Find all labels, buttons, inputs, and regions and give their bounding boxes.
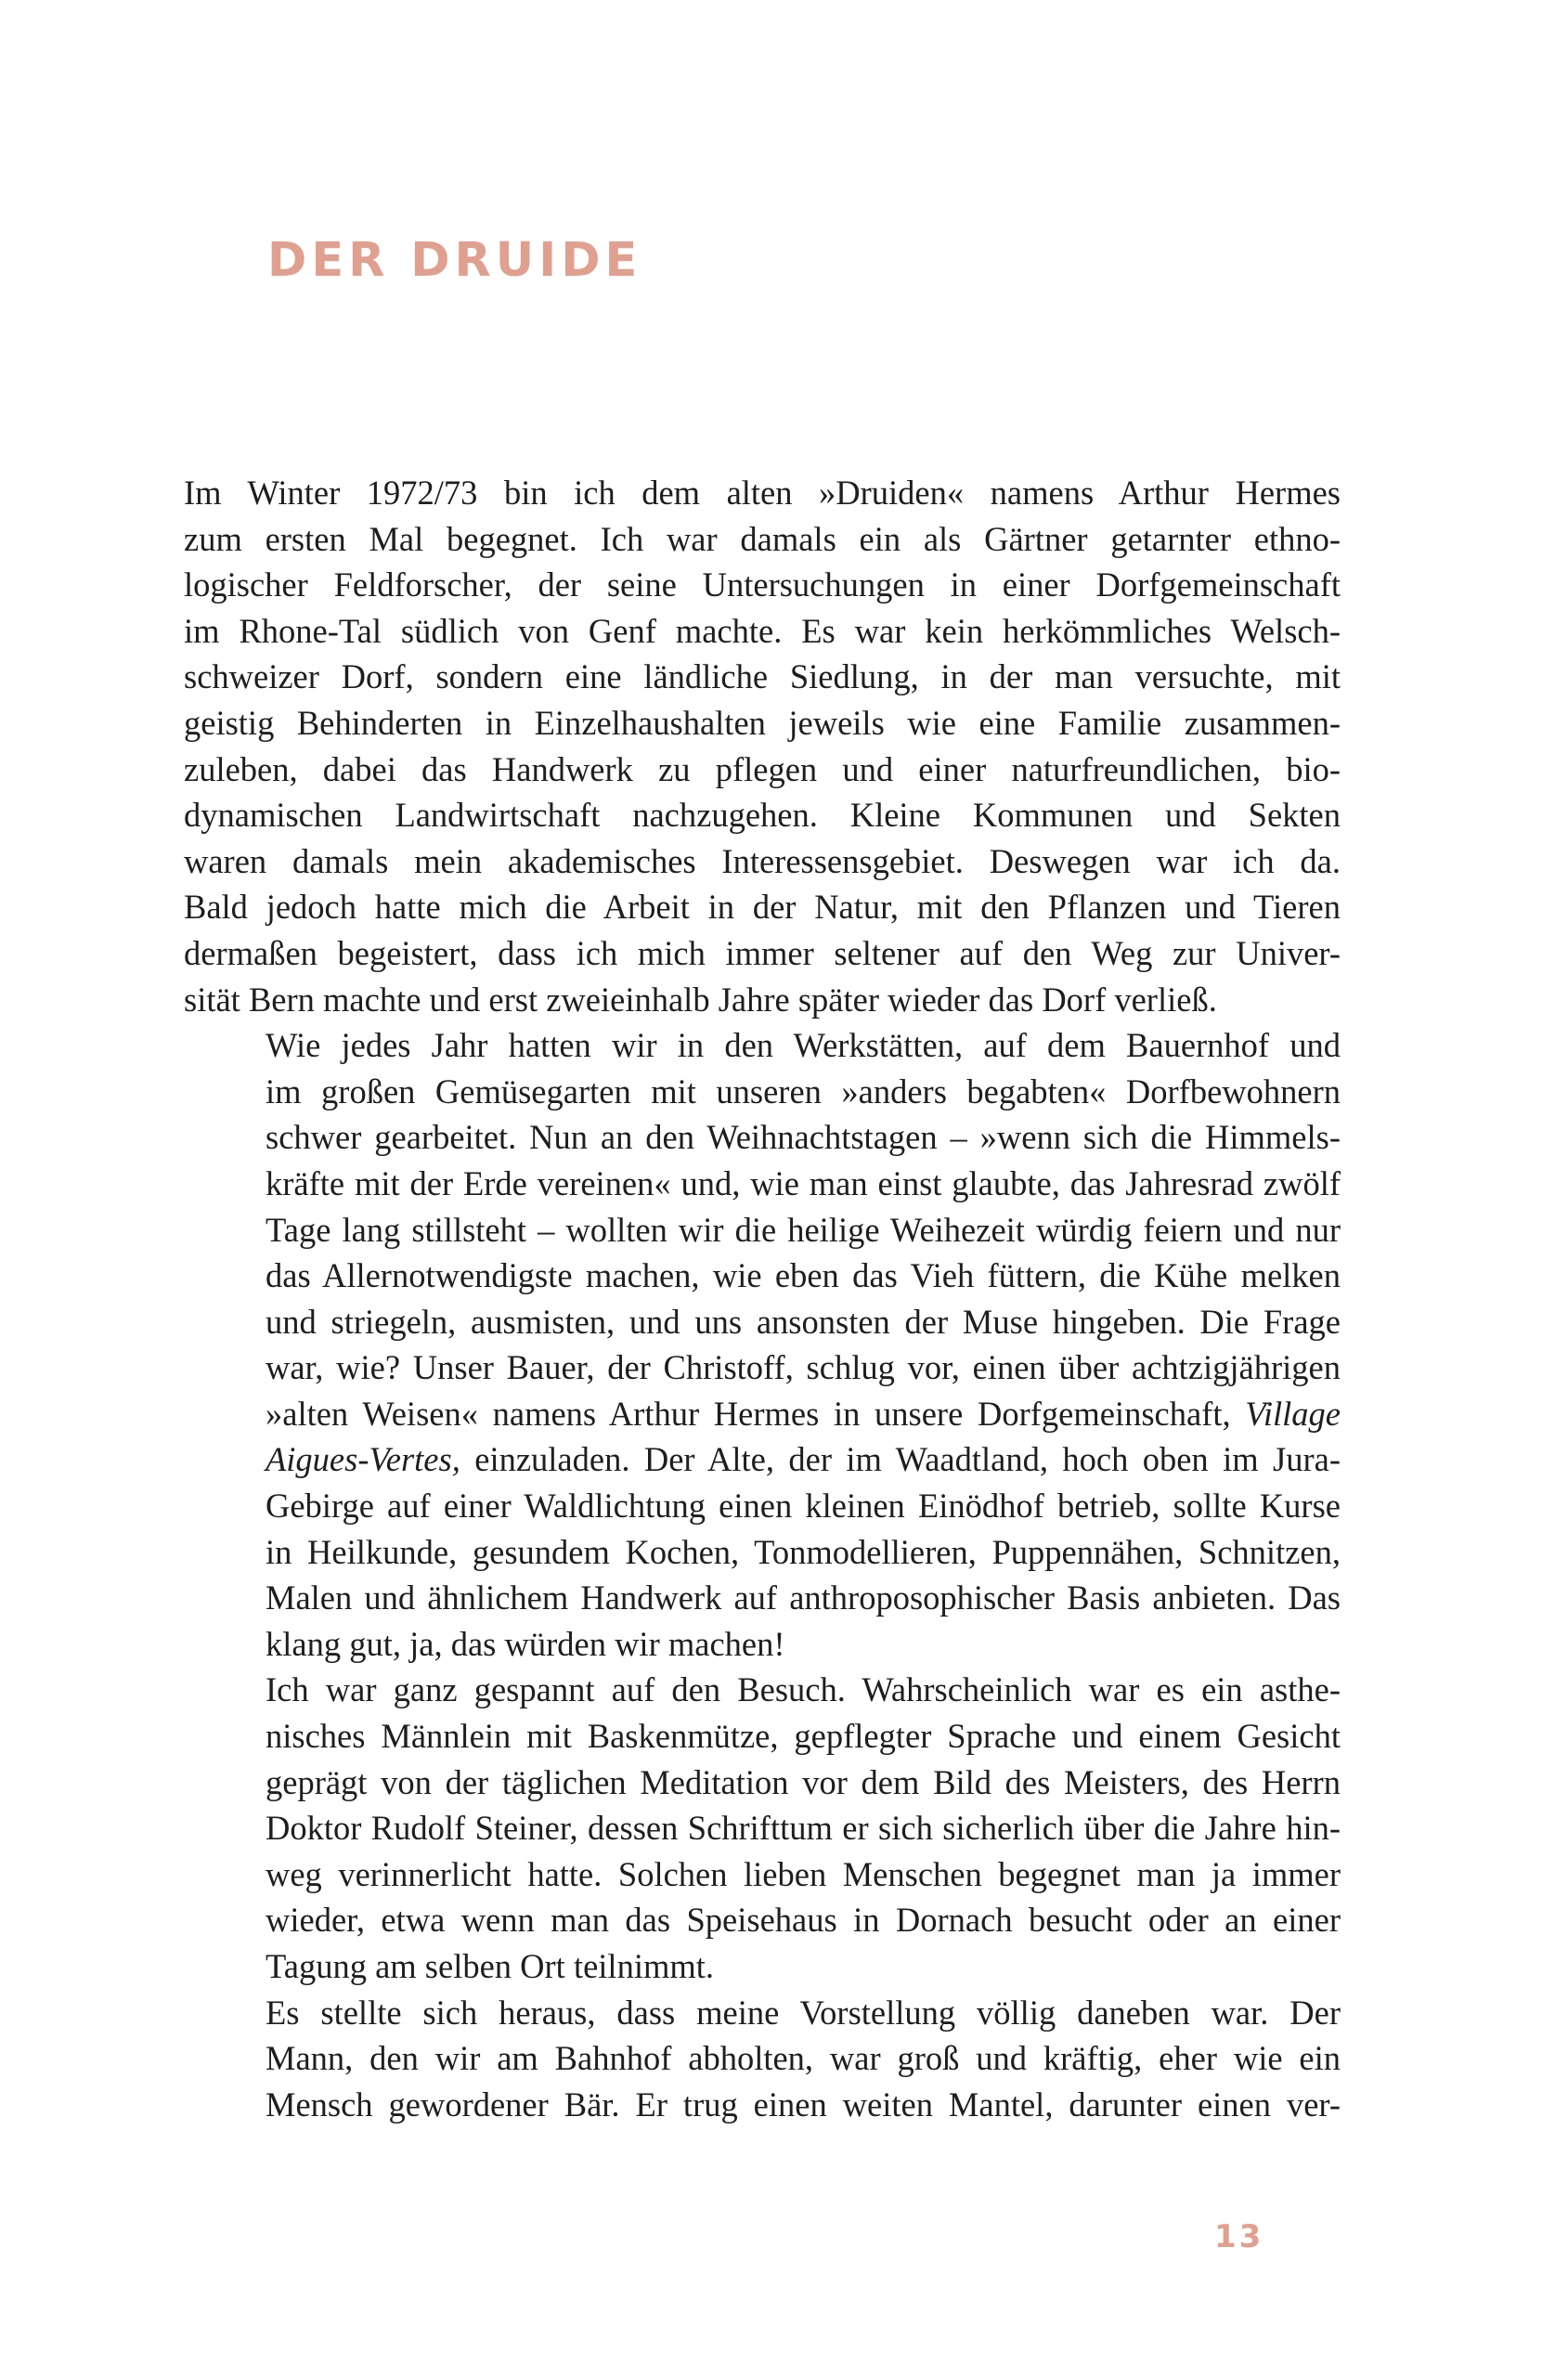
text-line-with-italic bbox=[184, 1436, 1341, 1483]
text-line: geprägt von der täglichen Meditation vor dem Bild des Meisters, des Herrn bbox=[266, 1762, 1341, 1801]
text-line: Malen und ähnlichem Handwerk auf anthroposophischer Basis anbieten. Das bbox=[266, 1578, 1341, 1617]
text-segment: einzuladen. Der Alte, der im Waadtland, hoch oben im Jura- bbox=[474, 1440, 1341, 1479]
text-segment: »alten Weisen« namens Arthur Hermes in unsere Dorfgemeinschaft, bbox=[266, 1394, 1231, 1433]
text-line-with-italic bbox=[184, 1391, 1341, 1437]
text-line: Es stellte sich heraus, dass meine Vorstellung völlig daneben war. Der bbox=[266, 1993, 1341, 2032]
body-text bbox=[184, 470, 1341, 2127]
text-line: geistig Behinderten in Einzelhaushalten jeweils wie eine Familie zusammen- bbox=[184, 703, 1341, 742]
paragraph-2 bbox=[184, 1022, 1341, 1667]
text-line: Doktor Rudolf Steiner, dessen Schrifttum er sich sicherlich über die Jahre hin- bbox=[266, 1809, 1341, 1848]
text-line: Tage lang stillsteht – wollten wir die heilige Weihezeit würdig feiern und nur bbox=[266, 1210, 1341, 1249]
text-line: Mann, den wir am Bahnhof abholten, war groß und kräftig, eher wie ein bbox=[266, 2039, 1341, 2078]
text-line: Mensch gewordener Bär. Er trug einen weiten Mantel, darunter einen ver- bbox=[266, 2085, 1341, 2124]
text-line: zuleben, dabei das Handwerk zu pflegen und einer naturfreundlichen, bio- bbox=[184, 749, 1341, 788]
text-line: nisches Männlein mit Baskenmütze, gepflegter Sprache und einem Gesicht bbox=[266, 1717, 1341, 1756]
text-line: dynamischen Landwirtschaft nachzugehen. Kleine Kommunen und Sekten bbox=[184, 796, 1341, 835]
text-line: Ich war ganz gespannt auf den Besuch. Wahrscheinlich war es ein asthe- bbox=[266, 1670, 1341, 1709]
paragraph-1 bbox=[184, 470, 1341, 1022]
italic-village-name: Aigues-Vertes, bbox=[266, 1440, 460, 1479]
text-line: im Rhone-Tal südlich von Genf machte. Es war kein herkömmliches Welsch- bbox=[184, 611, 1341, 650]
text-line: im großen Gemüsegarten mit unseren »anders begabten« Dorfbewohnern bbox=[266, 1072, 1341, 1111]
text-line: in Heilkunde, gesundem Kochen, Tonmodellieren, Puppennähen, Schnitzen, bbox=[266, 1532, 1341, 1571]
text-line: Im Winter 1972/73 bin ich dem alten »Druiden« namens Arthur Hermes bbox=[184, 474, 1341, 512]
text-line: Bald jedoch hatte mich die Arbeit in der Natur, mit den Pflanzen und Tieren bbox=[184, 888, 1341, 927]
page-number: 13 bbox=[1214, 2218, 1264, 2255]
paragraph-4 bbox=[184, 1990, 1341, 2128]
text-line: und striegeln, ausmisten, und uns ansonsten der Muse hingeben. Die Frage bbox=[266, 1302, 1341, 1341]
text-line: waren damals mein akademisches Interessensgebiet. Deswegen war ich da. bbox=[184, 841, 1341, 880]
text-line: das Allernotwendigste machen, wie eben das Vieh füttern, die Kühe melken bbox=[266, 1256, 1341, 1295]
paragraph-3 bbox=[184, 1667, 1341, 1989]
italic-village-name: Village bbox=[1245, 1394, 1341, 1433]
text-line: sität Bern machte und erst zweieinhalb Jahre später wieder das Dorf verließ. bbox=[184, 980, 1217, 1019]
text-line: wieder, etwa wenn man das Speisehaus in Dornach besucht oder an einer bbox=[266, 1901, 1341, 1940]
text-line: klang gut, ja, das würden wir machen! bbox=[266, 1624, 785, 1663]
text-line: dermaßen begeistert, dass ich mich immer seltener auf den Weg zur Univer- bbox=[184, 933, 1341, 972]
text-line: zum ersten Mal begegnet. Ich war damals ein als Gärtner getarnter ethno- bbox=[184, 519, 1341, 558]
text-line: weg verinnerlicht hatte. Solchen lieben Menschen begegnet man ja immer bbox=[266, 1854, 1341, 1893]
text-line: Tagung am selben Ort teilnimmt. bbox=[266, 1947, 715, 1985]
text-line: schwer gearbeitet. Nun an den Weihnachtstagen – »wenn sich die Himmels- bbox=[266, 1118, 1341, 1157]
text-line: war, wie? Unser Bauer, der Christoff, schlug vor, einen über achtzigjährigen bbox=[266, 1348, 1341, 1387]
text-line: Wie jedes Jahr hatten wir in den Werkstätten, auf dem Bauernhof und bbox=[266, 1026, 1341, 1065]
text-line: kräfte mit der Erde vereinen« und, wie man einst glaubte, das Jahresrad zwölf bbox=[266, 1163, 1341, 1202]
text-line: schweizer Dorf, sondern eine ländliche Siedlung, in der man versuchte, mit bbox=[184, 657, 1341, 696]
chapter-title: DER DRUIDE bbox=[267, 233, 642, 288]
text-line: logischer Feldforscher, der seine Untersuchungen in einer Dorfgemeinschaft bbox=[184, 565, 1341, 604]
text-line: Gebirge auf einer Waldlichtung einen kleinen Einödhof betrieb, sollte Kurse bbox=[266, 1487, 1341, 1526]
